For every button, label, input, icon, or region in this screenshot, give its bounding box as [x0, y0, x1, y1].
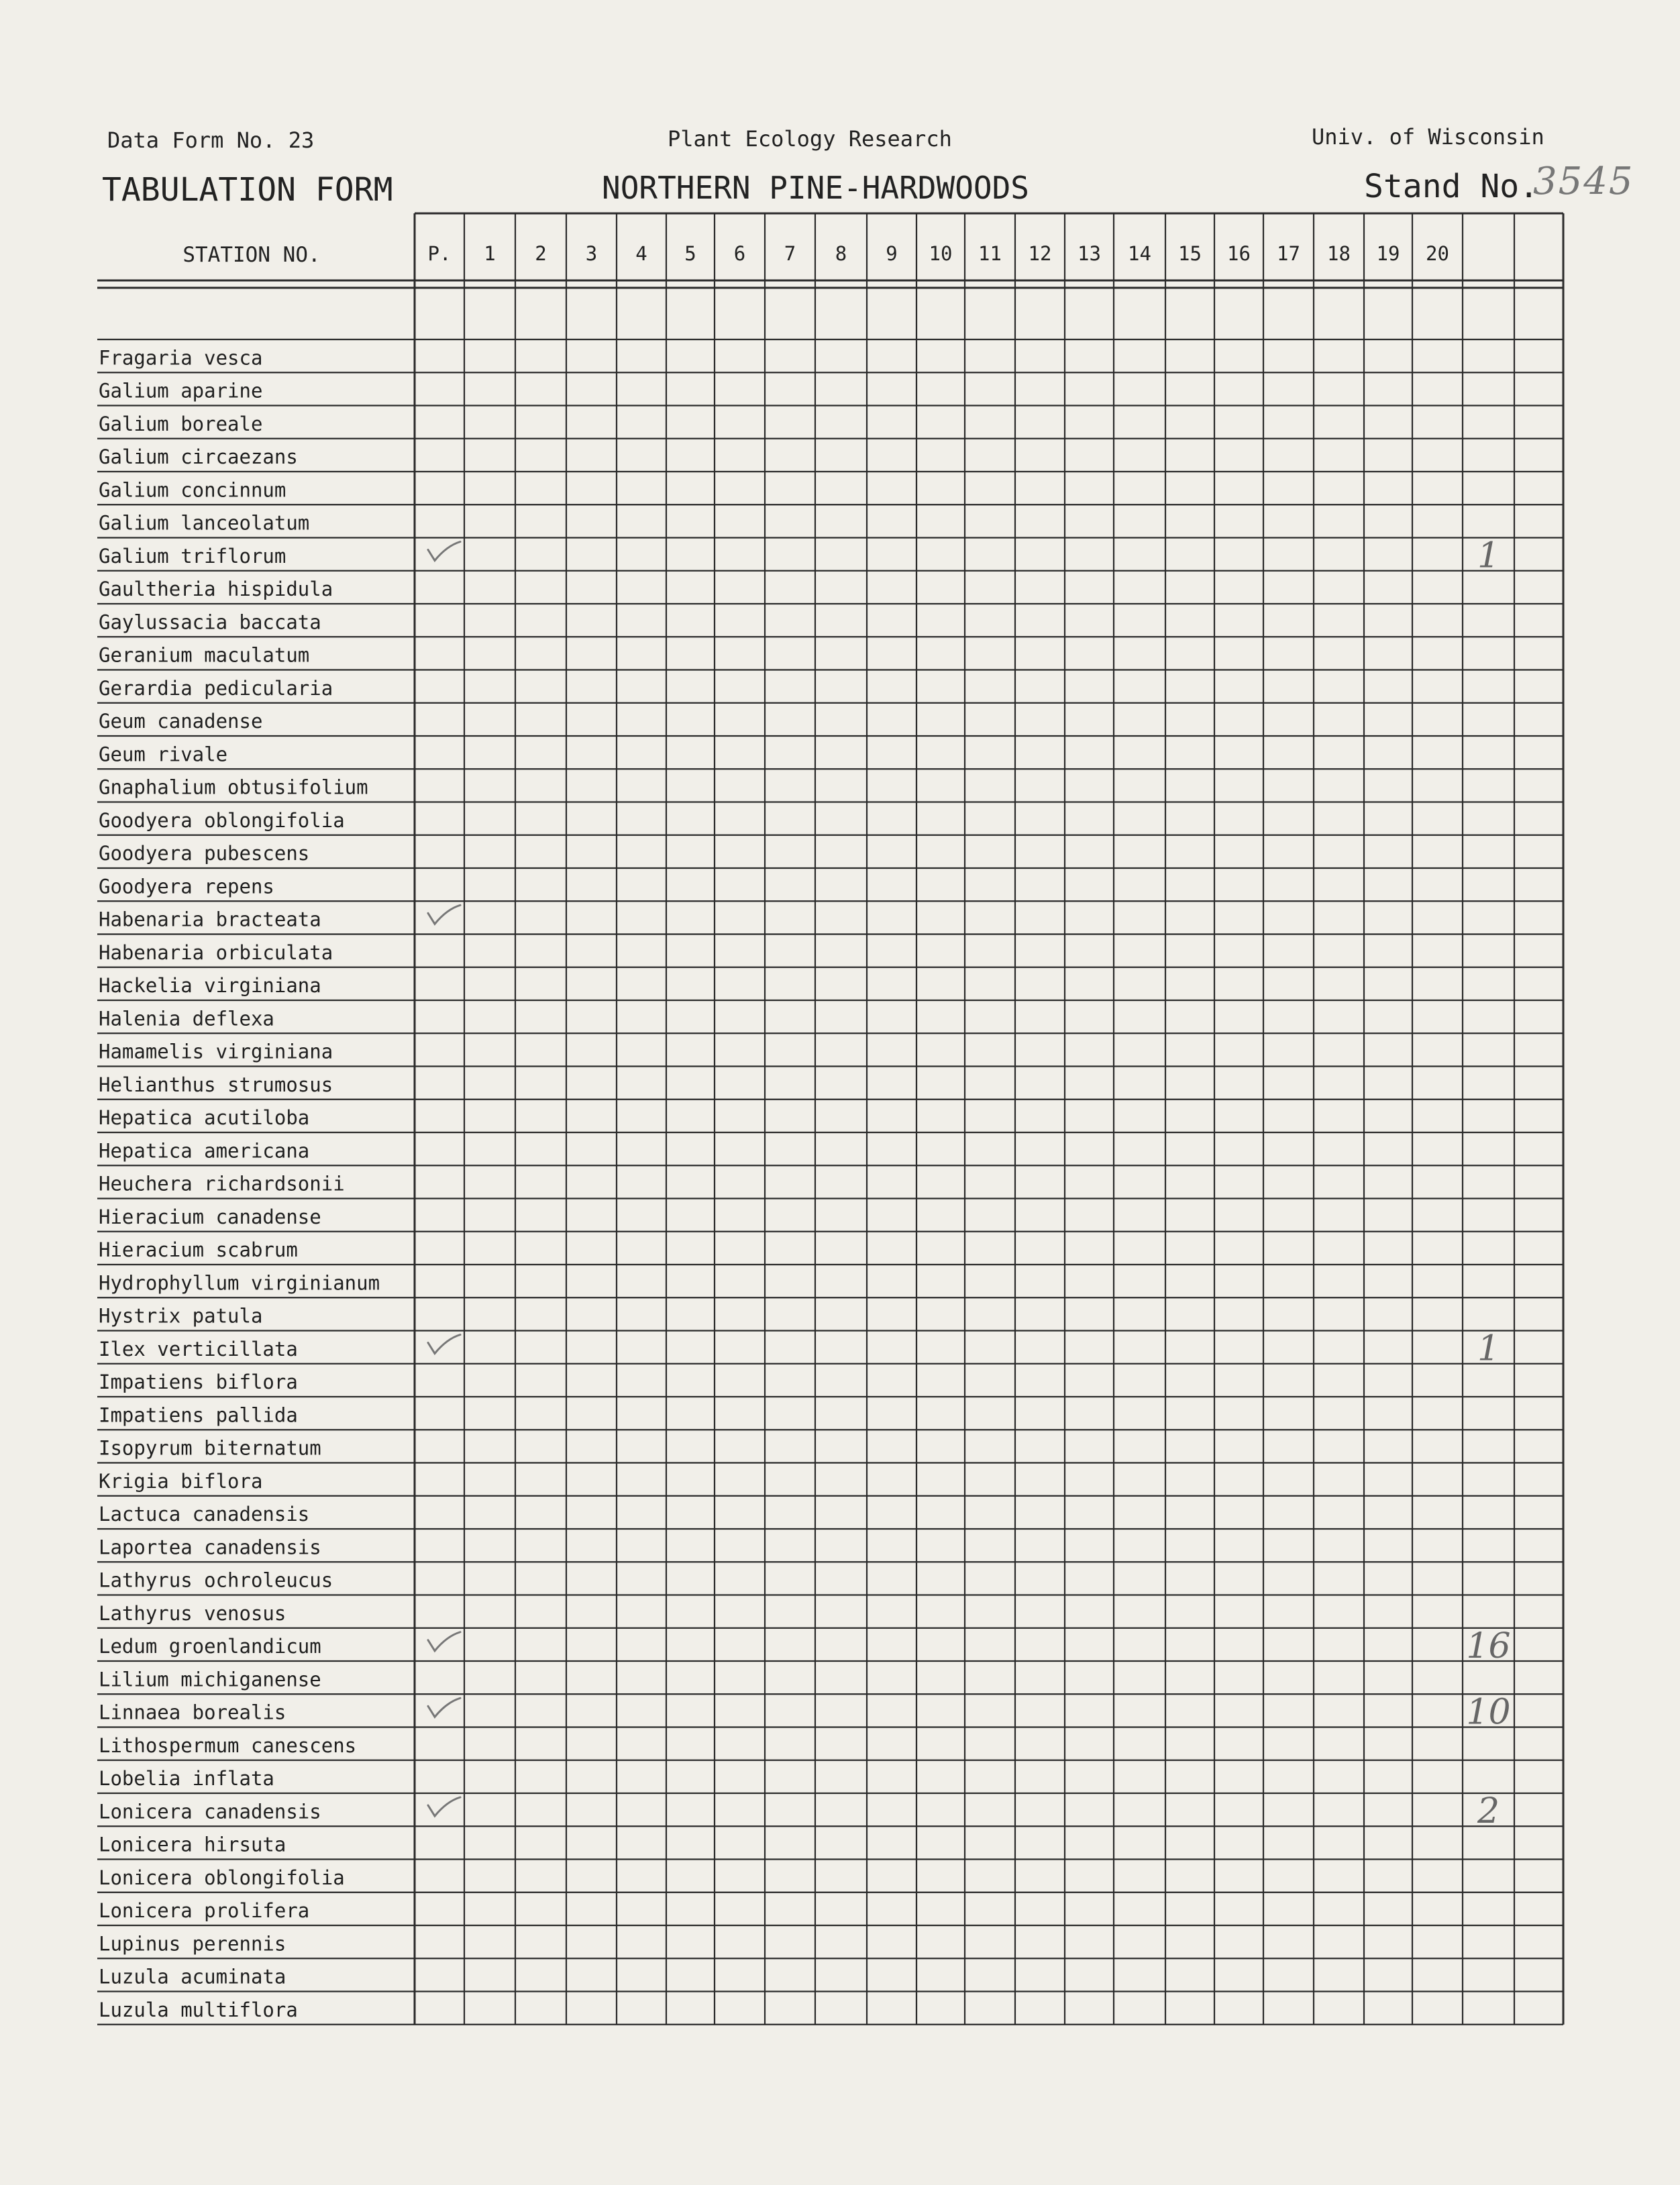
station-column-header: 9: [886, 242, 898, 265]
species-name: Krigia biflora: [99, 1469, 263, 1493]
university-heading: Univ. of Wisconsin: [1312, 124, 1544, 150]
species-name: Helianthus strumosus: [99, 1073, 333, 1096]
station-column-header: 15: [1178, 242, 1202, 265]
species-name: Heuchera richardsonii: [99, 1172, 345, 1195]
species-name: Halenia deflexa: [99, 1007, 274, 1030]
species-name: Impatiens biflora: [99, 1371, 298, 1393]
species-name: Impatiens pallida: [99, 1403, 298, 1427]
species-name: Hepatica acutiloba: [99, 1106, 310, 1129]
species-name: Gerardia pedicularia: [99, 676, 333, 700]
species-name: Lobelia inflata: [99, 1767, 274, 1790]
species-name: Galium boreale: [99, 412, 263, 435]
species-name: Laportea canadensis: [99, 1536, 321, 1559]
species-name: Lithospermum canescens: [99, 1734, 357, 1757]
form-number: Data Form No. 23: [107, 127, 315, 153]
species-name: Hydrophyllum virginianum: [99, 1271, 380, 1295]
station-column-header: 12: [1028, 242, 1052, 265]
species-name: Hepatica americana: [99, 1139, 310, 1163]
station-column-header: 17: [1277, 242, 1300, 265]
species-name: Lactuca canadensis: [99, 1503, 310, 1526]
species-name: Lonicera canadensis: [99, 1800, 321, 1823]
species-name: Gnaphalium obtusifolium: [99, 776, 368, 799]
handwritten-count: 1: [1477, 1328, 1500, 1369]
species-name: Isopyrum biternatum: [99, 1436, 321, 1460]
station-column-header: 11: [978, 242, 1002, 265]
species-name: Galium triflorum: [99, 544, 286, 568]
species-name: Hackelia virginiana: [99, 974, 321, 997]
station-column-header: 3: [585, 242, 598, 265]
species-name: Habenaria orbiculata: [99, 941, 333, 964]
handwritten-count: 1: [1477, 535, 1500, 576]
species-name: Goodyera oblongifolia: [99, 808, 345, 832]
station-column-header: 14: [1128, 242, 1151, 265]
presence-check-mark: [428, 1632, 460, 1651]
species-name: Lonicera hirsuta: [99, 1833, 286, 1856]
species-name: Geum rivale: [99, 743, 228, 766]
handwritten-count: 2: [1477, 1791, 1500, 1831]
species-name: Fragaria vesca: [99, 346, 263, 370]
species-name: Geum canadense: [99, 710, 263, 733]
species-name: Ledum groenlandicum: [99, 1635, 321, 1658]
species-name: Linnaea borealis: [99, 1701, 286, 1724]
species-name: Gaylussacia baccata: [99, 610, 321, 634]
species-name: Ilex verticillata: [99, 1337, 298, 1361]
species-name: Geranium maculatum: [99, 643, 310, 667]
species-name: Galium aparine: [99, 379, 263, 403]
species-name: Luzula acuminata: [99, 1965, 286, 1988]
handwritten-count: 16: [1466, 1626, 1511, 1666]
species-name: Lathyrus venosus: [99, 1601, 286, 1625]
station-column-header: 7: [784, 242, 796, 265]
station-column-header: P.: [427, 242, 452, 265]
station-column-header: 8: [835, 242, 847, 265]
species-name: Lilium michiganense: [99, 1668, 321, 1691]
station-column-header: 1: [484, 242, 496, 265]
presence-check-mark: [428, 1698, 460, 1717]
research-heading: Plant Ecology Research: [668, 126, 952, 152]
species-name: Luzula multiflora: [99, 1998, 298, 2021]
presence-check-mark: [428, 1335, 460, 1354]
form-title: TABULATION FORM: [102, 171, 393, 209]
species-name: Galium lanceolatum: [99, 511, 310, 535]
station-number-label: STATION NO.: [182, 243, 321, 267]
station-column-header: 4: [635, 242, 647, 265]
station-column-header: 19: [1376, 242, 1400, 265]
species-name: Hieracium canadense: [99, 1205, 321, 1228]
station-column-header: 6: [733, 242, 746, 265]
station-column-header: 5: [684, 242, 696, 265]
station-column-header: 16: [1227, 242, 1251, 265]
station-column-header: 13: [1078, 242, 1101, 265]
species-name: Habenaria bracteata: [99, 908, 321, 931]
species-name: Galium concinnum: [99, 478, 286, 502]
species-name: Hieracium scabrum: [99, 1238, 298, 1261]
species-name: Lupinus perennis: [99, 1932, 286, 1956]
forest-type-title: NORTHERN PINE-HARDWOODS: [602, 170, 1029, 206]
presence-check-mark: [428, 905, 460, 924]
station-column-header: 10: [929, 242, 953, 265]
species-name: Goodyera pubescens: [99, 842, 310, 865]
presence-check-mark: [428, 542, 460, 561]
stand-number-label: Stand No.: [1364, 168, 1539, 205]
species-name: Hamamelis virginiana: [99, 1040, 333, 1063]
species-name: Lathyrus ochroleucus: [99, 1568, 333, 1592]
stand-number-value: 3545: [1533, 160, 1634, 203]
species-name: Lonicera oblongifolia: [99, 1866, 345, 1889]
station-column-header: 18: [1327, 242, 1351, 265]
species-name: Lonicera prolifera: [99, 1899, 310, 1922]
species-name: Goodyera repens: [99, 875, 274, 898]
handwritten-count: 10: [1466, 1692, 1511, 1733]
station-column-header: 2: [535, 242, 547, 265]
species-name: Hystrix patula: [99, 1304, 263, 1328]
species-name: Galium circaezans: [99, 445, 298, 468]
presence-check-mark: [428, 1797, 460, 1816]
species-name: Gaultheria hispidula: [99, 578, 333, 600]
station-column-header: 20: [1426, 242, 1449, 265]
